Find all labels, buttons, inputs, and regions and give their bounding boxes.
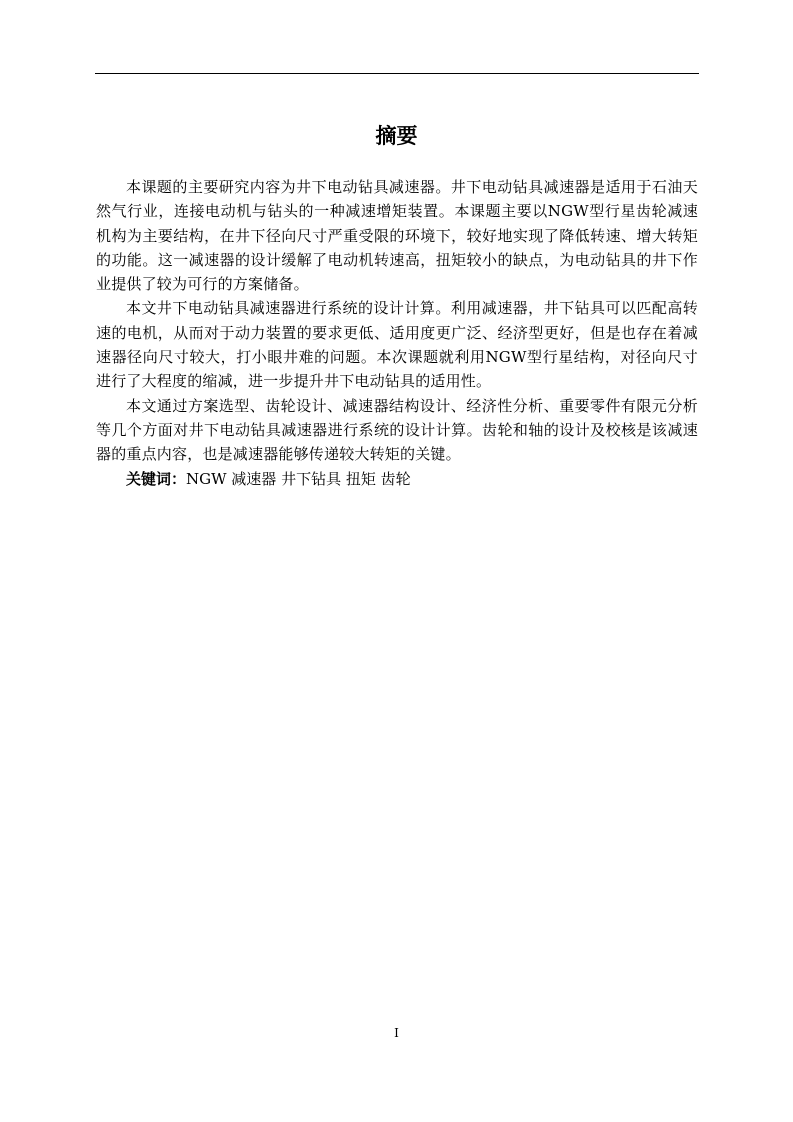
page-title: 摘要 xyxy=(375,124,418,148)
keywords-label: 关键词： xyxy=(126,469,187,488)
page-number: I xyxy=(394,1026,399,1040)
abstract-paragraph-1: 本课题的主要研究内容为井下电动钻具减速器。井下电动钻具减速器是适用于石油天然气行业，连接电动机与钻头的一种减速增矩装置。本课题主要以NGW型行星齿轮减速机构为主要结构，在井下径向尺寸严重受限的环境下，较好地实现了降低转速、增大转矩的功能。这一减速器的设计缓解了电动机转速高，扭矩较小的缺点，为电动钻具的井下作业提供了较为可行的方案储备。 xyxy=(96,178,698,294)
header-rule xyxy=(95,73,699,74)
abstract-paragraph-2: 本文井下电动钻具减速器进行系统的设计计算。利用减速器，井下钻具可以匹配高转速的电机，从而对于动力装置的要求更低、适用度更广泛、经济型更好，但是也存在着减速器径向尺寸较大，打小眼井难的问题。本次课题就利用NGW型行星结构，对径向尺寸进行了大程度的缩减，进一步提升井下电动钻具的适用性。 xyxy=(96,299,698,391)
keywords-line xyxy=(96,467,698,491)
abstract-body xyxy=(96,175,698,491)
abstract-paragraph-3: 本文通过方案选型、齿轮设计、减速器结构设计、经济性分析、重要零件有限元分析等几个方面对井下电动钻具减速器进行系统的设计计算。齿轮和轴的设计及校核是该减速器的重点内容，也是减速器能够传递较大转矩的关键。 xyxy=(96,396,698,464)
keywords-list: NGW 减速器 井下钻具 扭矩 齿轮 xyxy=(186,469,411,488)
